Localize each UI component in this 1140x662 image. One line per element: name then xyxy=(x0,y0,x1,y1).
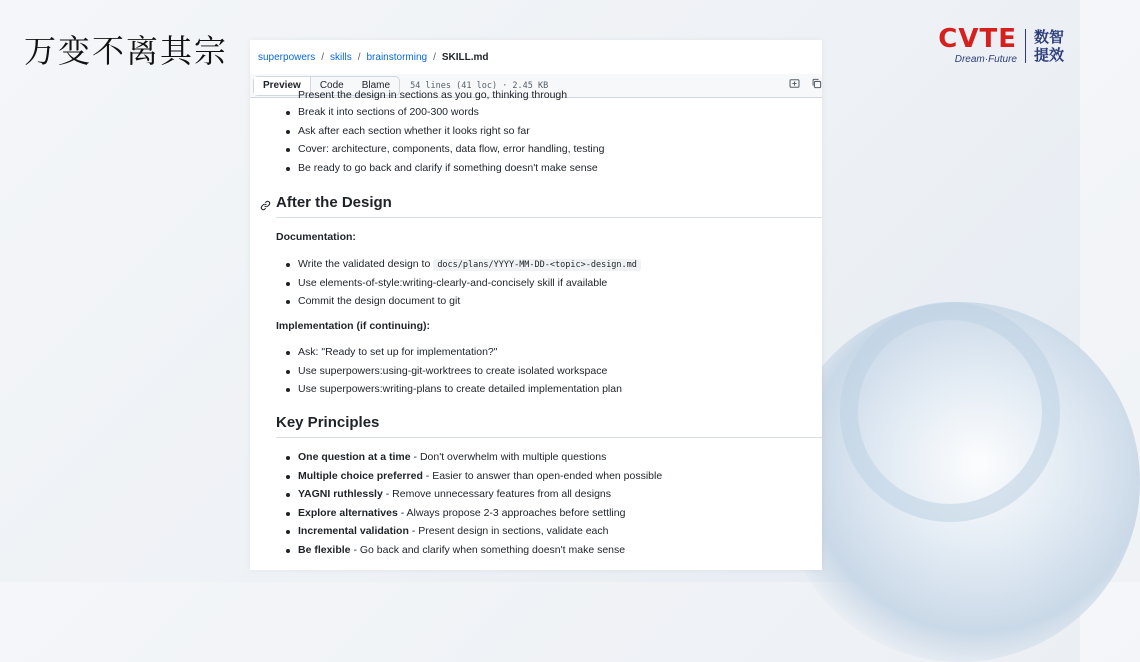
slide-title: 万变不离其宗 xyxy=(24,32,229,70)
tab-blame[interactable]: Blame xyxy=(361,80,391,91)
heading-after-design: After the Design xyxy=(276,194,822,218)
principle-term: Explore alternatives xyxy=(298,506,398,519)
github-file-panel xyxy=(250,40,822,570)
list-item xyxy=(284,448,662,467)
logo-cn-top: 数智 xyxy=(1033,27,1064,46)
principle-desc: - Easier to answer than open-ended when possible xyxy=(422,469,663,482)
list-item: Use superpowers:writing-plans to create detailed implementation plan xyxy=(284,380,622,399)
principle-term: Be flexible xyxy=(298,543,351,556)
list-item xyxy=(284,504,662,523)
list-item xyxy=(284,541,662,560)
file-meta: 54 lines (41 loc) · 2.45 KB xyxy=(410,80,549,91)
breadcrumb-separator: / xyxy=(357,51,361,63)
principle-term: Incremental validation xyxy=(298,525,409,537)
breadcrumb xyxy=(250,40,822,74)
list-implementation xyxy=(284,343,622,399)
principle-desc: - Remove unnecessary features from all designs xyxy=(382,488,611,500)
principle-desc: - Present design in sections, validate each xyxy=(408,525,609,537)
copy-icon[interactable] xyxy=(810,77,822,89)
list-item xyxy=(284,255,641,274)
markdown-content xyxy=(250,89,822,570)
logo-divider xyxy=(1025,29,1026,63)
tab-code[interactable]: Code xyxy=(319,80,344,91)
list-item: Break it into sections of 200-300 words xyxy=(284,103,604,122)
toolbar-icons xyxy=(788,77,822,89)
breadcrumb-link-skills[interactable]: skills xyxy=(330,51,352,63)
list-documentation xyxy=(284,255,641,311)
breadcrumb-separator: / xyxy=(321,51,325,63)
principle-term: YAGNI ruthlessly xyxy=(298,488,383,500)
list-item: Commit the design document to git xyxy=(284,292,641,311)
principle-desc: - Don't overwhelm with multiple questions xyxy=(410,451,607,463)
breadcrumb-link-repo[interactable]: superpowers xyxy=(258,51,316,63)
breadcrumb-link-brainstorming[interactable]: brainstorming xyxy=(366,51,428,63)
logo-text: CVTE xyxy=(938,24,1017,54)
principle-term: One question at a time xyxy=(298,451,411,463)
background-ring xyxy=(840,302,1060,522)
cvte-logo xyxy=(938,26,1064,65)
logo-tagline: Dream·Future xyxy=(954,54,1017,65)
list-item: Ask after each section whether it looks right so far xyxy=(284,122,604,141)
list-item xyxy=(284,522,662,541)
tab-preview[interactable]: Preview xyxy=(254,77,311,95)
breadcrumb-separator: / xyxy=(433,51,436,63)
list-top xyxy=(284,103,604,177)
principle-desc: - Go back and clarify when something doesn't make sense xyxy=(350,543,626,556)
list-item-text: Write the validated design to xyxy=(298,258,431,270)
list-item: Ask: "Ready to set up for implementation?" xyxy=(284,343,622,362)
list-item: Be ready to go back and clarify if something doesn't make sense xyxy=(284,159,604,178)
list-principles xyxy=(284,448,662,559)
principle-term: Multiple choice preferred xyxy=(298,469,423,482)
raw-view-icon[interactable] xyxy=(788,77,800,89)
list-item: Use elements-of-style:writing-clearly-and-concisely skill if available xyxy=(284,274,641,293)
cut-off-line: Present the design in sections as you go, thinking through xyxy=(298,89,568,101)
list-item: Cover: architecture, components, data flow, error handling, testing xyxy=(284,140,604,159)
logo-cn-bottom: 提效 xyxy=(1033,45,1064,64)
heading-documentation: Documentation: xyxy=(276,231,356,243)
list-item: Use superpowers:using-git-worktrees to create isolated workspace xyxy=(284,362,622,381)
list-item xyxy=(284,467,662,486)
list-item xyxy=(284,485,662,504)
heading-implementation: Implementation (if continuing): xyxy=(276,320,430,332)
principle-desc: - Always propose 2-3 approaches before settling xyxy=(397,506,626,519)
link-anchor-icon[interactable] xyxy=(260,198,272,210)
breadcrumb-current-file: SKILL.md xyxy=(441,51,489,63)
inline-code-path: docs/plans/YYYY-MM-DD-<topic>-design.md xyxy=(433,259,641,271)
heading-key-principles: Key Principles xyxy=(276,414,822,438)
